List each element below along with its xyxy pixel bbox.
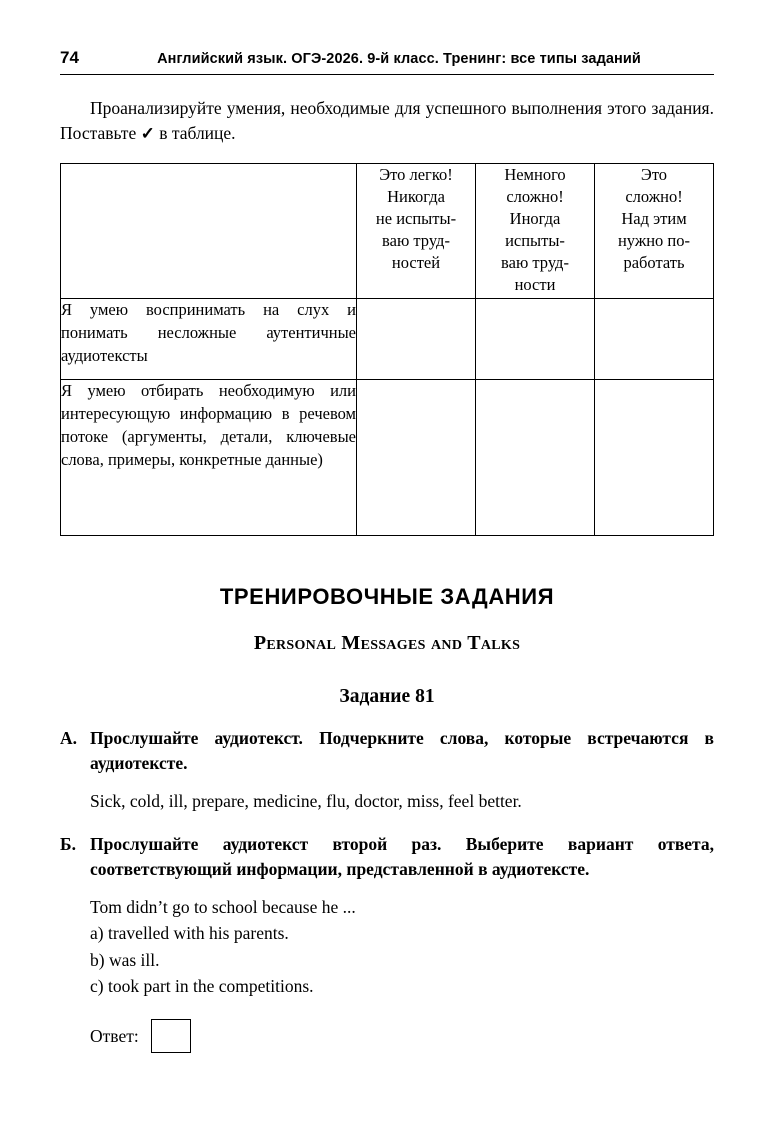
checkbox-cell-medium[interactable] [476,299,595,380]
skill-description: Я умею воспринимать на слух и понимать несложные аутентичные аудиотексты [61,299,357,380]
running-head [60,48,714,75]
header-line: Никогда [387,187,445,207]
table-header-hard [595,164,714,299]
table-header-skill-blank [61,164,357,299]
task-a-instruction: Прослушайте аудиотекст. Подчеркните слова, которые встречаются в аудиотексте. [90,728,714,774]
header-line: работать [623,253,685,273]
task-a-word-list: Sick, cold, ill, prepare, medicine, flu, doctor, miss, feel better. [90,791,522,812]
answer-input-box[interactable] [151,1019,191,1053]
header-line: Над этим [621,209,687,229]
intro-text-after: в таблице. [154,122,236,143]
checkbox-cell-hard[interactable] [595,299,714,380]
checkbox-cell-easy[interactable] [357,380,476,536]
header-line: ности [514,275,556,295]
checkbox-cell-medium[interactable] [476,380,595,536]
task-b-letter: Б. [60,834,76,855]
header-line: ваю труд- [501,253,569,273]
table-header-easy [357,164,476,299]
skill-description: Я умею отбирать необходимую или интересующую информацию в речевом потоке (аргументы, детали, ключевые слова, примеры, конкретные данные) [61,380,357,536]
section-subheading: Personal Messages and Talks [253,632,521,655]
task-b [60,832,714,882]
book-running-title: Английский язык. ОГЭ-2026. 9-й класс. Тренинг: все типы заданий [157,51,641,67]
header-line: Это легко! [379,165,453,185]
answer-label: Ответ: [90,1025,139,1046]
checkmark-icon: ✓ [140,123,155,143]
self-assessment-table [60,163,714,536]
intro-text-before: Проанализируйте умения, необходимые для успешного выполнения этого задания. Поставьте [60,98,714,143]
header-line: ностей [391,253,441,273]
section-heading-training: ТРЕНИРОВОЧНЫЕ ЗАДАНИЯ [219,584,555,610]
checkbox-cell-hard[interactable] [595,380,714,536]
intro-paragraph [60,96,714,146]
task-b-option-b[interactable]: b) was ill. [90,949,160,970]
answer-row [90,1019,714,1053]
table-row [61,299,714,380]
table-header-medium [476,164,595,299]
checkbox-cell-easy[interactable] [357,299,476,380]
task-a-letter: А. [60,728,78,749]
page-number: 74 [60,48,79,67]
task-heading: Задание 81 [339,686,435,708]
table-header-row [61,164,714,299]
header-line: Это [640,165,668,185]
header-line: не испыты- [375,209,457,229]
task-b-instruction: Прослушайте аудиотекст второй раз. Выберите вариант ответа, соответствующий информации, представленной в аудиотексте. [90,834,714,880]
header-line: сложно! [506,187,564,207]
header-line: Иногда [509,209,561,229]
task-b-option-c[interactable]: c) took part in the competitions. [90,975,314,996]
table-row [61,380,714,536]
header-line: испыты- [505,231,565,251]
task-b-option-a[interactable]: a) travelled with his parents. [90,923,289,944]
task-b-stem: Tom didn’t go to school because he ... [90,897,356,918]
header-line: ваю труд- [382,231,450,251]
header-line: нужно по- [617,231,691,251]
header-line: сложно! [625,187,683,207]
task-a [60,726,714,776]
header-line: Немного [504,165,566,185]
